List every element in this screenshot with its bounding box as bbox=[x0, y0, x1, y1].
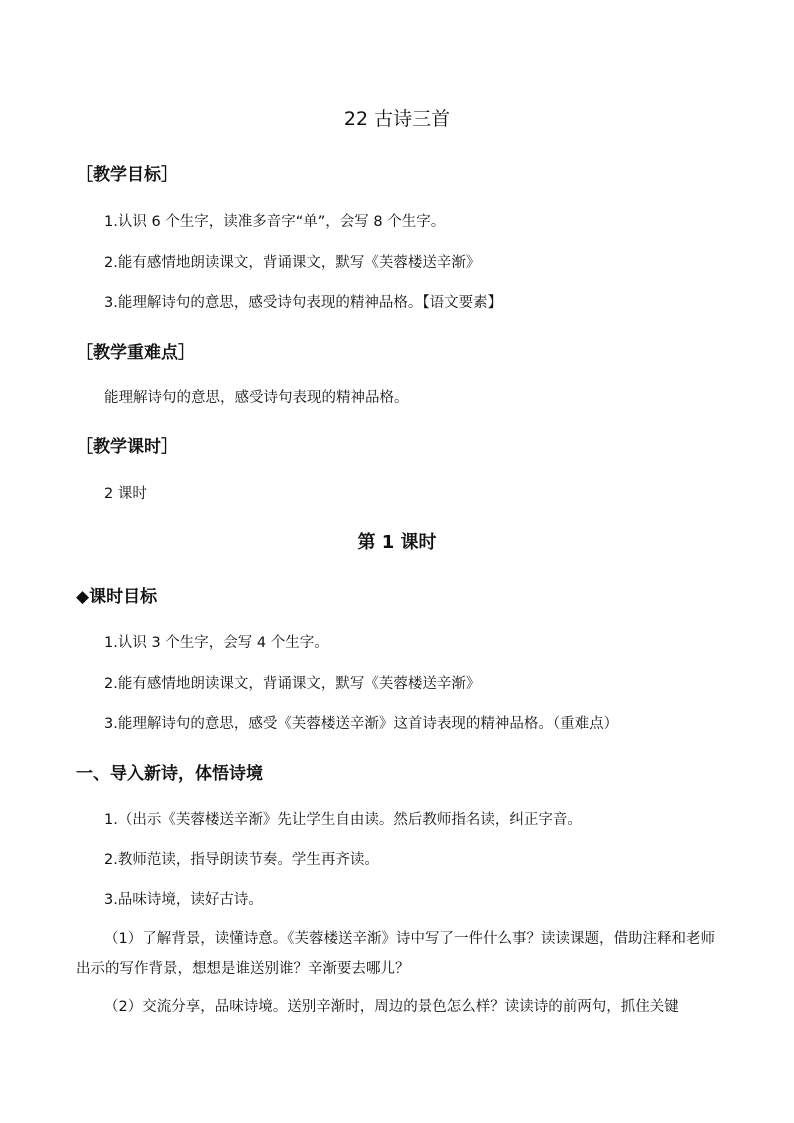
section-heading-key-points: ［教学重难点］ bbox=[76, 343, 195, 363]
section-heading-lesson-count: ［教学课时］ bbox=[76, 437, 178, 457]
step-1-item-1: 1.（出示《芙蓉楼送辛渐》先让学生自由读。然后教师指名读，纠正字音。 bbox=[104, 812, 582, 828]
key-points-text: 能理解诗句的意思，感受诗句表现的精神品格。 bbox=[104, 390, 409, 406]
step-1-item-2: 2.教师范读，指导朗读节奏。学生再齐读。 bbox=[104, 852, 379, 868]
goal-item-3: 3.能理解诗句的意思，感受诗句表现的精神品格。【语文要素】 bbox=[104, 295, 503, 311]
paragraph-discussion: （2）交流分享，品味诗境。送别辛渐时，周边的景色怎么样？读读诗的前两句，抓住关键 bbox=[104, 999, 679, 1015]
goal-item-1: 1.认识 6 个生字，读准多音字“单”，会写 8 个生字。 bbox=[104, 214, 446, 230]
lesson-goal-3: 3.能理解诗句的意思，感受《芙蓉楼送辛渐》这首诗表现的精神品格。（重难点） bbox=[104, 716, 619, 732]
page-title: 22 古诗三首 bbox=[343, 108, 451, 130]
lesson-1-title: 第 1 课时 bbox=[357, 532, 437, 553]
section-heading-teaching-goals: ［教学目标］ bbox=[76, 165, 178, 185]
lesson-goal-1: 1.认识 3 个生字，会写 4 个生字。 bbox=[104, 635, 329, 651]
lesson-goal-2: 2.能有感情地朗读课文，背诵课文，默写《芙蓉楼送辛渐》 bbox=[104, 676, 481, 692]
lesson-goals-heading: ◆课时目标 bbox=[76, 587, 158, 607]
paragraph-background: （1）了解背景，读懂诗意。《芙蓉楼送辛渐》诗中写了一件什么事？读读课题，借助注释和老师出示的写作背景，想想是谁送别谁？辛渐要去哪儿？ bbox=[76, 931, 715, 977]
step-1-heading: 一、导入新诗，体悟诗境 bbox=[76, 764, 263, 784]
goal-item-2: 2.能有感情地朗读课文，背诵课文，默写《芙蓉楼送辛渐》 bbox=[104, 255, 481, 271]
step-1-item-3: 3.品味诗境，读好古诗。 bbox=[104, 892, 263, 908]
lesson-count-text: 2 课时 bbox=[104, 486, 147, 502]
